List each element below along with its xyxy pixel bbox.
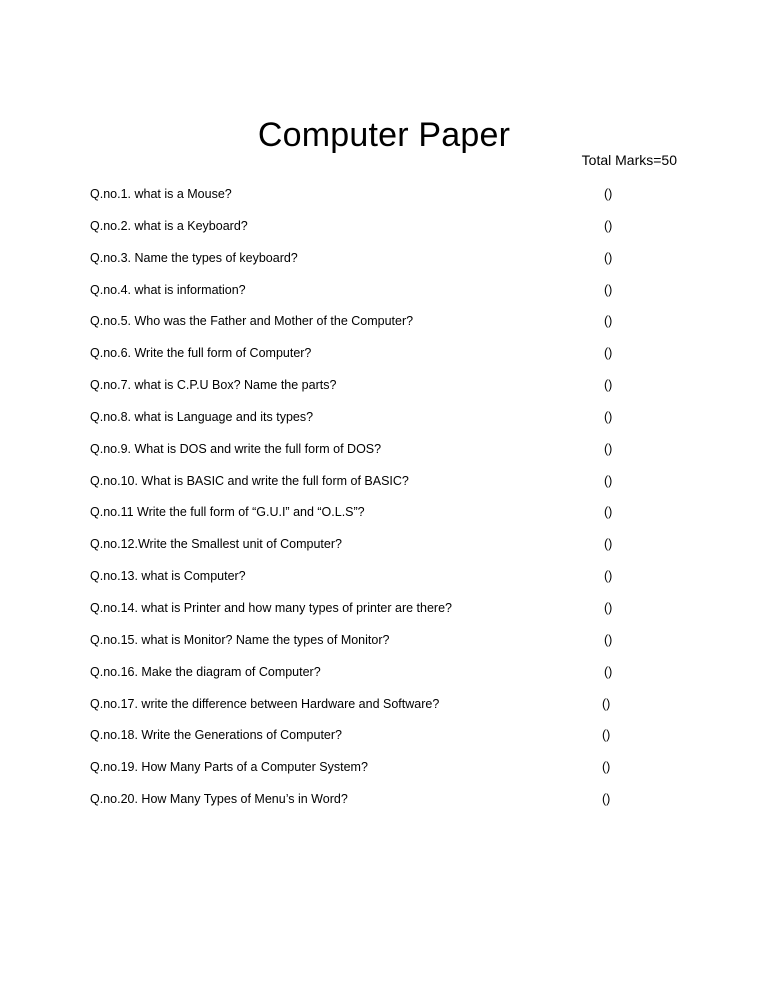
question-text: Q.no.17. write the difference between Hardware and Software? (90, 696, 440, 711)
marks-placeholder: () (604, 409, 613, 424)
question-item (90, 408, 650, 440)
question-text: Q.no.3. Name the types of keyboard? (90, 250, 298, 265)
marks-placeholder: () (604, 218, 613, 233)
question-text: Q.no.20. How Many Types of Menu’s in Word? (90, 792, 348, 807)
question-item (90, 758, 650, 790)
question-item (90, 535, 650, 567)
marks-placeholder: () (604, 282, 613, 297)
marks-placeholder: () (604, 505, 613, 520)
marks-placeholder: () (602, 760, 611, 775)
marks-placeholder: () (602, 696, 611, 711)
marks-placeholder: () (604, 378, 613, 393)
question-item (90, 567, 650, 599)
question-text: Q.no.14. what is Printer and how many types of printer are there? (90, 600, 452, 615)
question-text: Q.no.13. what is Computer? (90, 569, 246, 584)
marks-placeholder: () (602, 792, 611, 807)
question-text: Q.no.8. what is Language and its types? (90, 409, 314, 424)
marks-placeholder: () (604, 600, 613, 615)
question-text: Q.no.11 Write the full form of “G.U.I” and “O.L.S”? (90, 505, 365, 520)
question-item (90, 663, 650, 695)
question-item (90, 281, 650, 313)
marks-placeholder: () (604, 314, 613, 329)
question-item (90, 312, 650, 344)
question-item (90, 440, 650, 472)
question-item (90, 472, 650, 504)
question-item (90, 599, 650, 631)
marks-placeholder: () (604, 537, 613, 552)
question-text: Q.no.4. what is information? (90, 282, 246, 297)
question-text: Q.no.7. what is C.P.U Box? Name the parts? (90, 378, 337, 393)
question-item (90, 217, 650, 249)
question-list (90, 185, 650, 822)
question-text: Q.no.15. what is Monitor? Name the types of Monitor? (90, 632, 390, 647)
marks-placeholder: () (602, 728, 611, 743)
marks-placeholder: () (604, 632, 613, 647)
question-text: Q.no.1. what is a Mouse? (90, 187, 232, 201)
question-item (90, 185, 650, 217)
marks-placeholder: () (604, 187, 613, 201)
marks-placeholder: () (604, 569, 613, 584)
marks-placeholder: () (604, 346, 613, 361)
question-item (90, 344, 650, 376)
question-item (90, 249, 650, 281)
marks-placeholder: () (604, 441, 613, 456)
marks-placeholder: () (604, 473, 613, 488)
question-item (90, 695, 650, 727)
question-text: Q.no.10. What is BASIC and write the full form of BASIC? (90, 473, 409, 488)
page-title: Computer Paper (257, 115, 511, 154)
question-text: Q.no.5. Who was the Father and Mother of the Computer? (90, 314, 414, 329)
question-item (90, 790, 650, 822)
marks-placeholder: () (604, 664, 613, 679)
total-marks: Total Marks=50 (581, 152, 677, 168)
question-item (90, 726, 650, 758)
question-text: Q.no.19. How Many Parts of a Computer System? (90, 760, 368, 775)
question-text: Q.no.2. what is a Keyboard? (90, 218, 248, 233)
question-text: Q.no.16. Make the diagram of Computer? (90, 664, 321, 679)
question-text: Q.no.6. Write the full form of Computer? (90, 346, 312, 361)
question-item (90, 503, 650, 535)
question-item (90, 631, 650, 663)
marks-placeholder: () (604, 250, 613, 265)
question-text: Q.no.12.Write the Smallest unit of Computer? (90, 537, 342, 552)
question-text: Q.no.9. What is DOS and write the full form of DOS? (90, 441, 382, 456)
question-item (90, 376, 650, 408)
question-text: Q.no.18. Write the Generations of Computer? (90, 728, 342, 743)
